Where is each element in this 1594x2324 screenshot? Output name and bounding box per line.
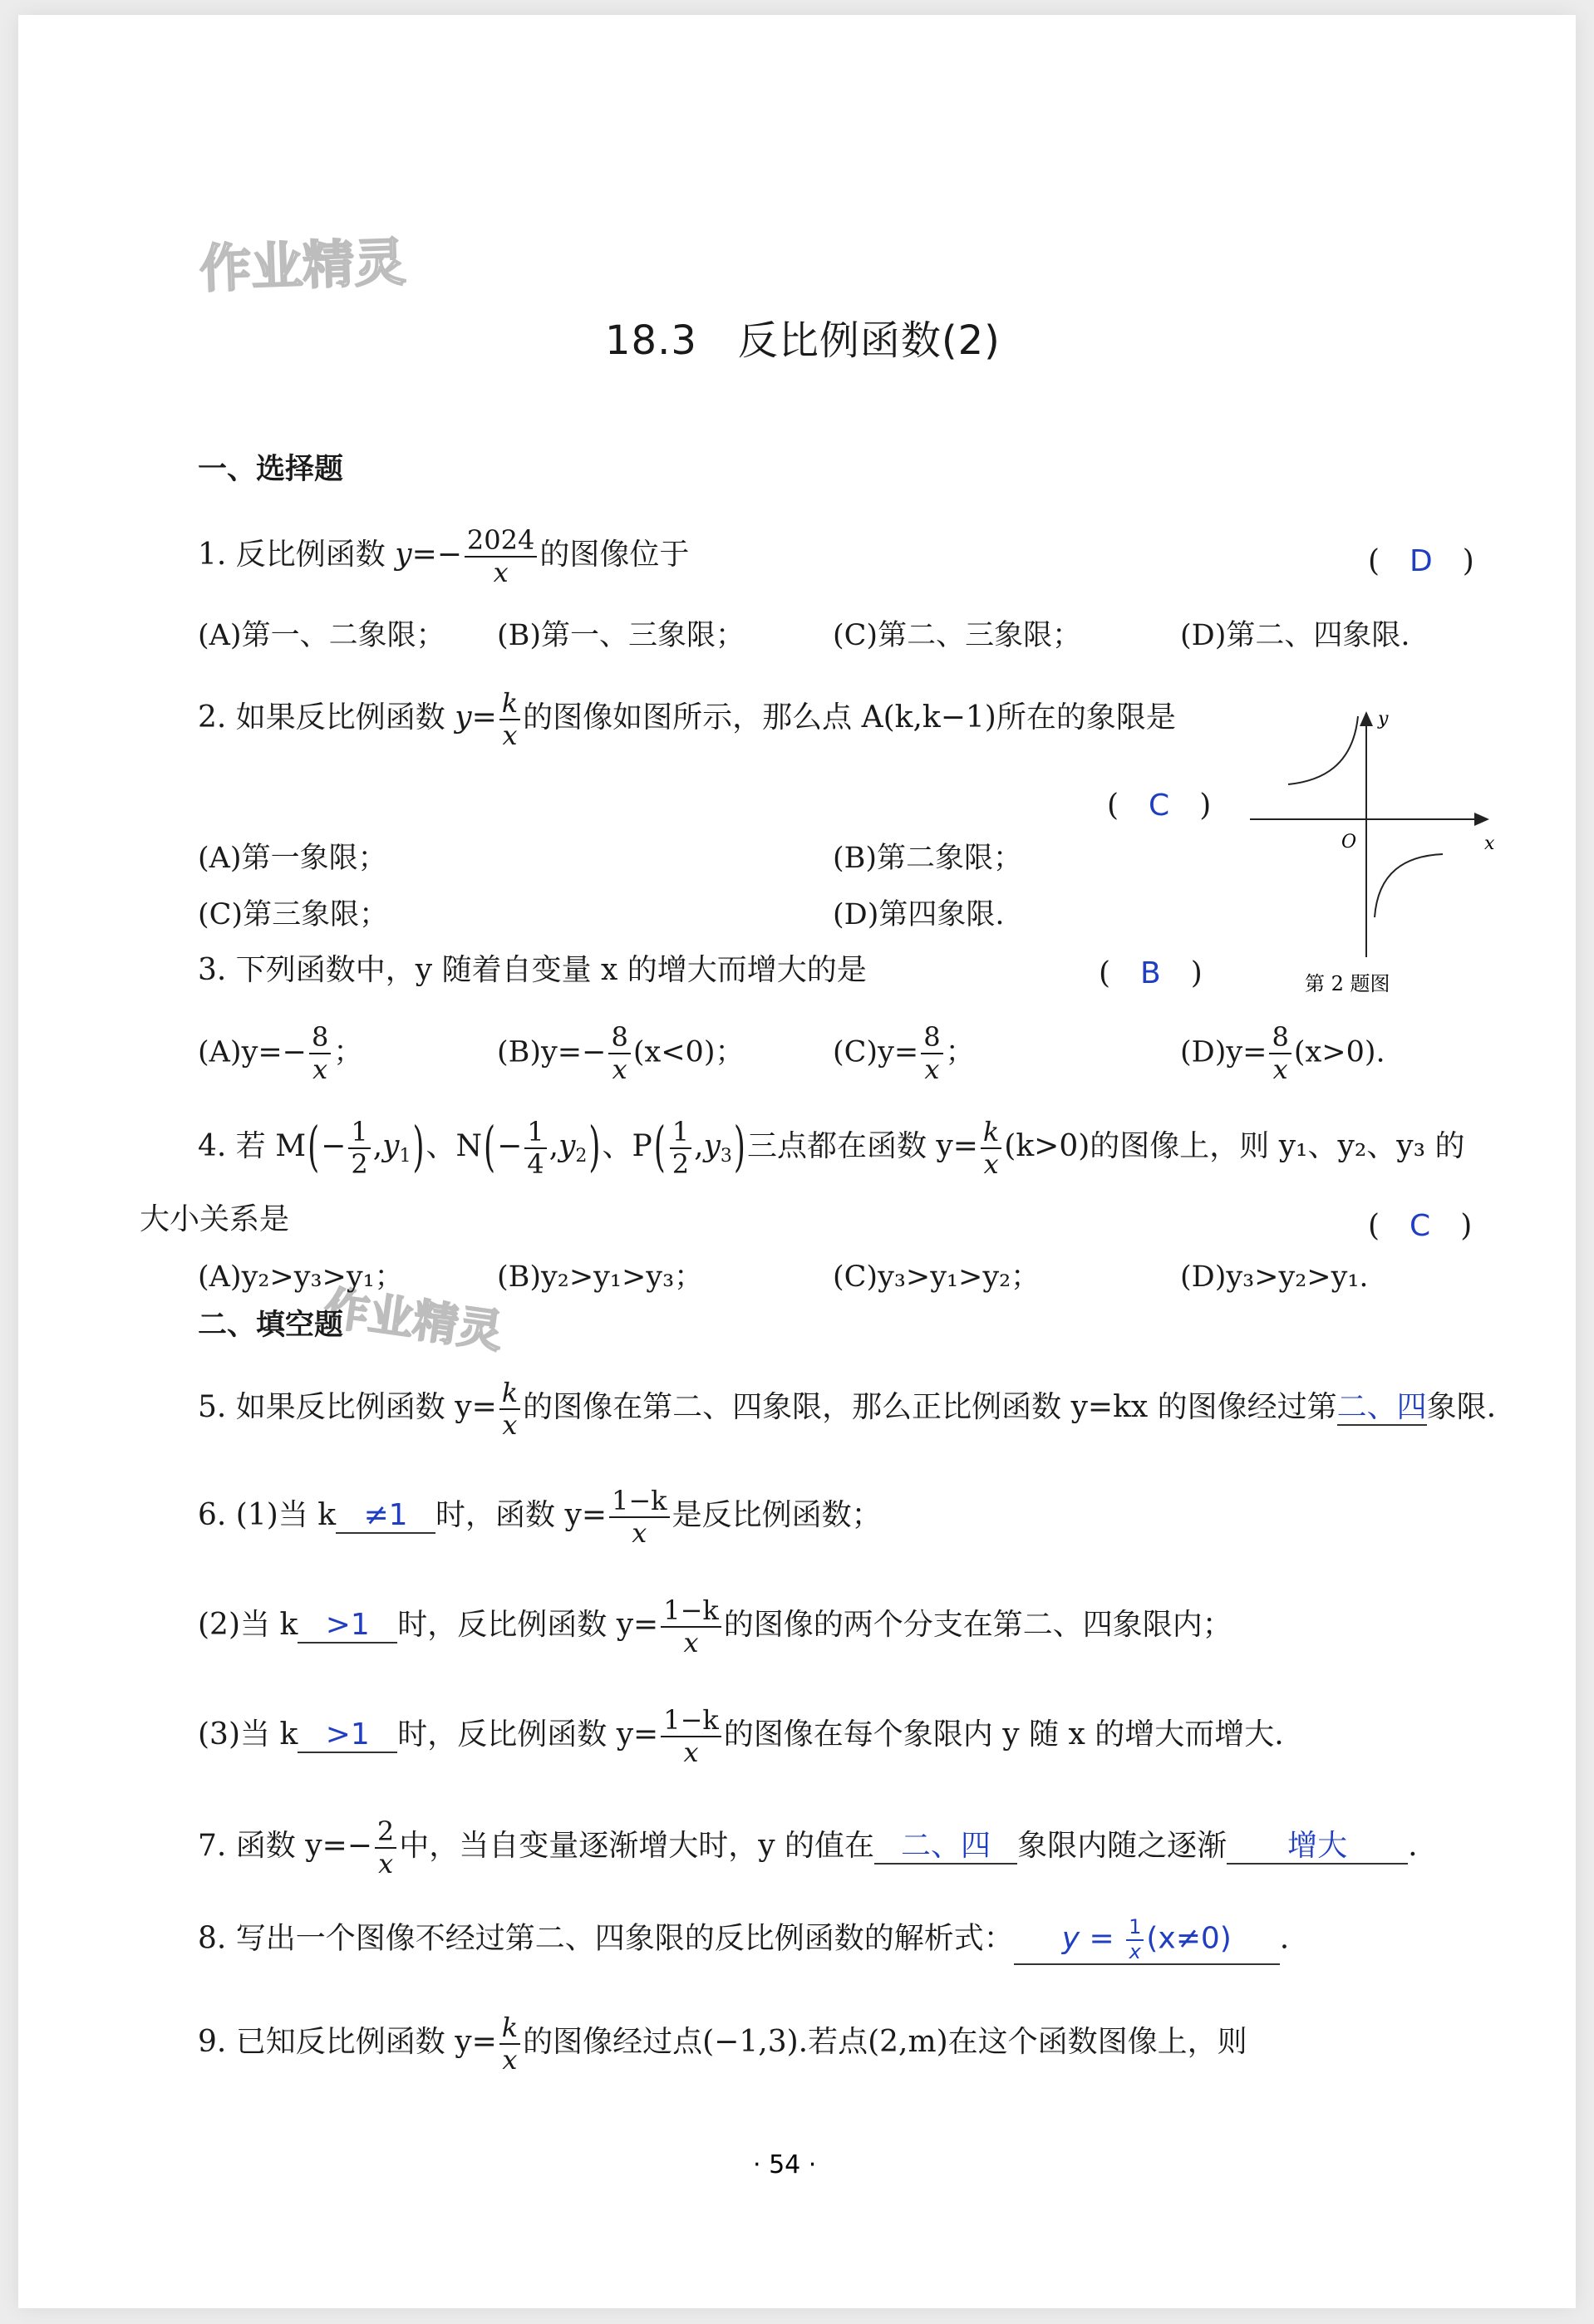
- page-title: 18.3 反比例函数(2): [605, 317, 1001, 364]
- q4-option-b: (B)y₂>y₁>y₃；: [497, 1260, 704, 1294]
- blank-q6-2[interactable]: >1: [298, 1608, 397, 1644]
- q2-option-a: (A)第一象限；: [198, 842, 387, 875]
- origin-label: O: [1341, 832, 1357, 852]
- question-5: 5. 如果反比例函数 y= $\frac{k}{x}$ 的图像在第二、四象限，那么正比例函数 y=kx 的图像经过第二、四象限.: [198, 1377, 1497, 1441]
- question-1: 1. 反比例函数 y=− $\frac{2024}{x}$ 的图像位于: [198, 524, 690, 588]
- q1-option-c: (C)第二、三象限；: [833, 619, 1082, 652]
- page-number: · 54 ·: [753, 2150, 817, 2179]
- answer-bracket-q3: ( B ): [1099, 956, 1203, 990]
- answer-q3: B: [1140, 956, 1161, 990]
- blank-q5[interactable]: 二、四: [1337, 1390, 1427, 1426]
- q3-option-c: (C)y= $\frac{8}{x}$ ；: [833, 1021, 975, 1085]
- q4-option-a: (A)y₂>y₃>y₁；: [198, 1260, 404, 1294]
- q4-option-d: (D)y₃>y₂>y₁.: [1180, 1260, 1369, 1294]
- question-6-part-2: (2)当 k >1 时，反比例函数 y= $\frac{1-k}{x}$ 的图像的两个分支在第二、四象限内；: [198, 1594, 1232, 1658]
- q2-option-c: (C)第三象限；: [198, 898, 389, 931]
- blank-q6-1[interactable]: ≠1: [336, 1498, 435, 1534]
- blank-q7-2[interactable]: 增大: [1227, 1829, 1408, 1865]
- question-9: 9. 已知反比例函数 y= $\frac{k}{x}$ 的图像经过点(−1,3).若点(2,m)在这个函数图像上，则: [198, 2012, 1247, 2076]
- q3-option-d: (D)y= $\frac{8}{x}$ (x>0).: [1180, 1021, 1385, 1085]
- figure-caption: 第 2 题图: [1305, 972, 1390, 995]
- question-7: 7. 函数 y=− $\frac{2}{x}$ 中，当自变量逐渐增大时，y 的值在 二、四 象限内随之逐渐 增大 .: [198, 1815, 1418, 1879]
- answer-bracket-q2: ( C ): [1107, 789, 1212, 823]
- q3-option-a: (A)y=− $\frac{8}{x}$ ；: [198, 1021, 363, 1085]
- question-8: 8. 写出一个图像不经过第二、四象限的反比例函数的解析式： y = $\frac{1}{x}$ (x≠0) .: [198, 1916, 1289, 1965]
- q2-option-d: (D)第四象限.: [833, 898, 1005, 931]
- hyperbola-branch-upper-left: [1288, 716, 1358, 784]
- section-heading-fill: 二、填空题: [198, 1309, 344, 1342]
- worksheet-page: [18, 15, 1576, 2308]
- x-axis-label: x: [1484, 833, 1495, 854]
- q1-option-d: (D)第二、四象限.: [1180, 619, 1410, 652]
- watermark-top: 作业精灵: [198, 231, 407, 300]
- q4-option-c: (C)y₃>y₁>y₂；: [833, 1260, 1041, 1294]
- hyperbola-branch-lower-right: [1375, 854, 1443, 917]
- q3-option-b: (B)y=− $\frac{8}{x}$ (x<0)；: [497, 1021, 745, 1085]
- blank-q6-3[interactable]: >1: [298, 1717, 397, 1753]
- answer-q2: C: [1149, 789, 1170, 823]
- answer-q4: C: [1410, 1209, 1431, 1243]
- blank-q7-1[interactable]: 二、四: [874, 1829, 1017, 1865]
- answer-bracket-q4: ( C ): [1368, 1209, 1473, 1243]
- question-2: 2. 如果反比例函数 y= $\frac{k}{x}$ 的图像如图所示，那么点 A(k,k−1)所在的象限是: [198, 687, 1176, 751]
- section-heading-choice: 一、选择题: [198, 453, 344, 486]
- fraction: $\frac{k}{x}$: [499, 688, 520, 751]
- q1-option-b: (B)第一、三象限；: [497, 619, 745, 652]
- question-6-part-3: (3)当 k >1 时，反比例函数 y= $\frac{1-k}{x}$ 的图像在每个象限内 y 随 x 的增大而增大.: [198, 1704, 1284, 1768]
- y-axis-label: y: [1378, 709, 1389, 730]
- hyperbola-figure: [1238, 701, 1513, 975]
- question-4: 4. 若 M(− $\frac{1}{2}$ $,y_1$)、N(− $\frac{1}{4}$ $,y_2$)、P( $\frac{1}{2}$ $,y_3$)三点都在函数 y= $\frac{k}{x}$ (k>0)的图像上，则 y₁、y₂、y₃ 的: [198, 1116, 1465, 1180]
- question-6-part-1: 6. (1)当 k ≠1 时，函数 y= $\frac{1-k}{x}$ 是反比例函数；: [198, 1485, 882, 1549]
- fraction: $\frac{2024}{x}$: [465, 525, 537, 588]
- question-4-line-2: 大小关系是: [140, 1202, 290, 1236]
- q1-option-a: (A)第一、二象限；: [198, 619, 445, 652]
- answer-bracket-q1: ( D ): [1368, 544, 1474, 578]
- q2-option-b: (B)第二象限；: [833, 842, 1023, 875]
- blank-q8[interactable]: y = $\frac{1}{x}$ (x≠0): [1014, 1916, 1280, 1965]
- answer-q1: D: [1410, 544, 1433, 578]
- watermark-middle: 作业精灵: [321, 1281, 506, 1359]
- question-3: 3. 下列函数中，y 随着自变量 x 的增大而增大的是: [198, 953, 867, 987]
